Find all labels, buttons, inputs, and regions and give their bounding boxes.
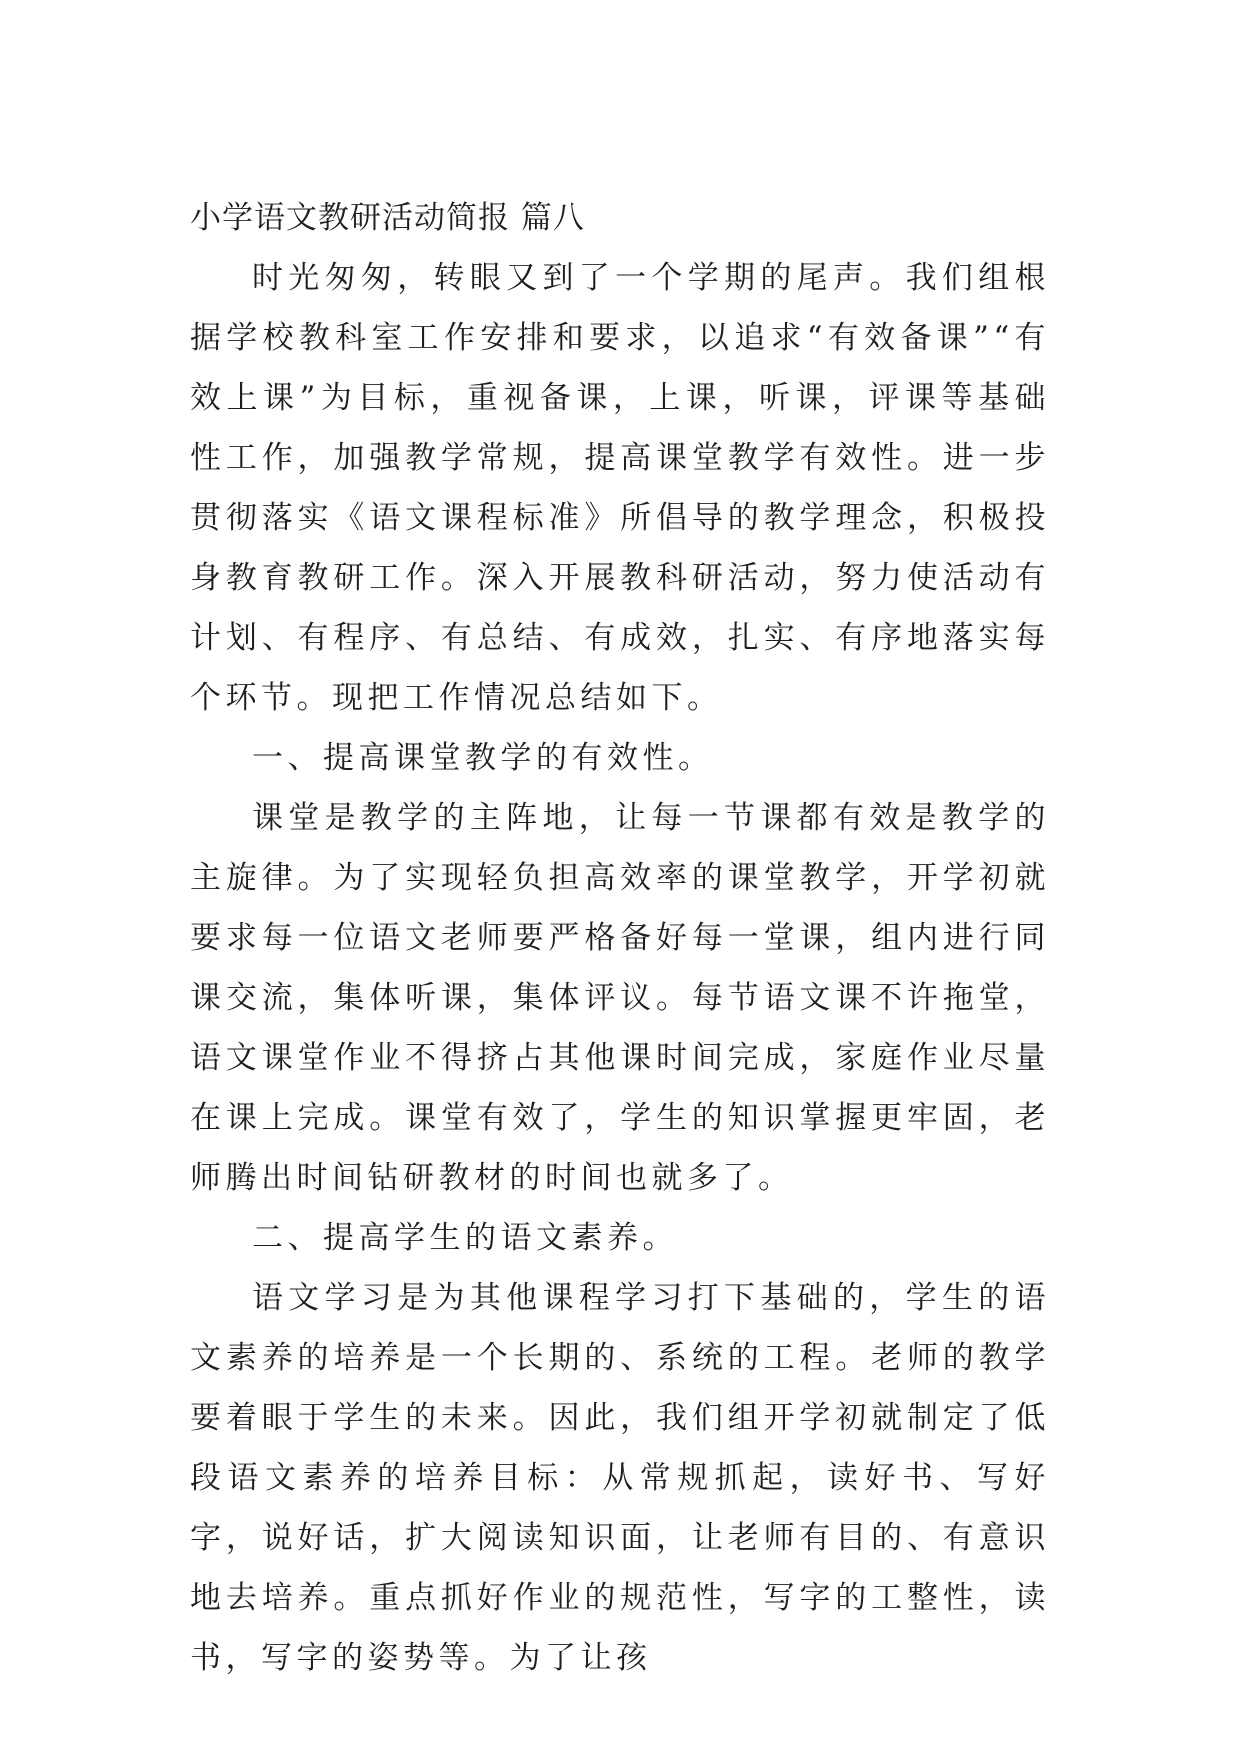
section-heading-1: 一、提高课堂教学的有效性。 <box>252 740 714 776</box>
document-title: 小学语文教研活动简报 篇八 <box>190 200 585 236</box>
section-2-paragraph: 语文学习是为其他课程学习打下基础的，学生的语文素养的培养是一个长期的、系统的工程。老师的教学要着眼于学生的未来。因此，我们组开学初就制定了低段语文素养的培养目标：从常规抓起，读好书、写好字，说好话，扩大阅读知识面，让老师有目的、有意识地去培养。重点抓好作业的规范性，写字的工整性，读书，写字的姿势等。为了让孩 <box>190 1280 1050 1676</box>
section-1-paragraph: 课堂是教学的主阵地，让每一节课都有效是教学的主旋律。为了实现轻负担高效率的课堂教学，开学初就要求每一位语文老师要严格备好每一堂课，组内进行同课交流，集体听课，集体评议。每节语文课不许拖堂，语文课堂作业不得挤占其他课时间完成，家庭作业尽量在课上完成。课堂有效了，学生的知识掌握更牢固，老师腾出时间钻研教材的时间也就多了。 <box>190 800 1050 1196</box>
section-heading-2: 二、提高学生的语文素养。 <box>252 1220 678 1256</box>
intro-paragraph: 时光匆匆，转眼又到了一个学期的尾声。我们组根据学校教科室工作安排和要求，以追求“有效备课”“有效上课”为目标，重视备课，上课，听课，评课等基础性工作，加强教学常规，提高课堂教学有效性。进一步贯彻落实《语文课程标准》所倡导的教学理念，积极投身教育教研工作。深入开展教科研活动，努力使活动有计划、有程序、有总结、有成效，扎实、有序地落实每个环节。现把工作情况总结如下。 <box>190 260 1050 716</box>
document-page <box>190 188 1050 1688</box>
